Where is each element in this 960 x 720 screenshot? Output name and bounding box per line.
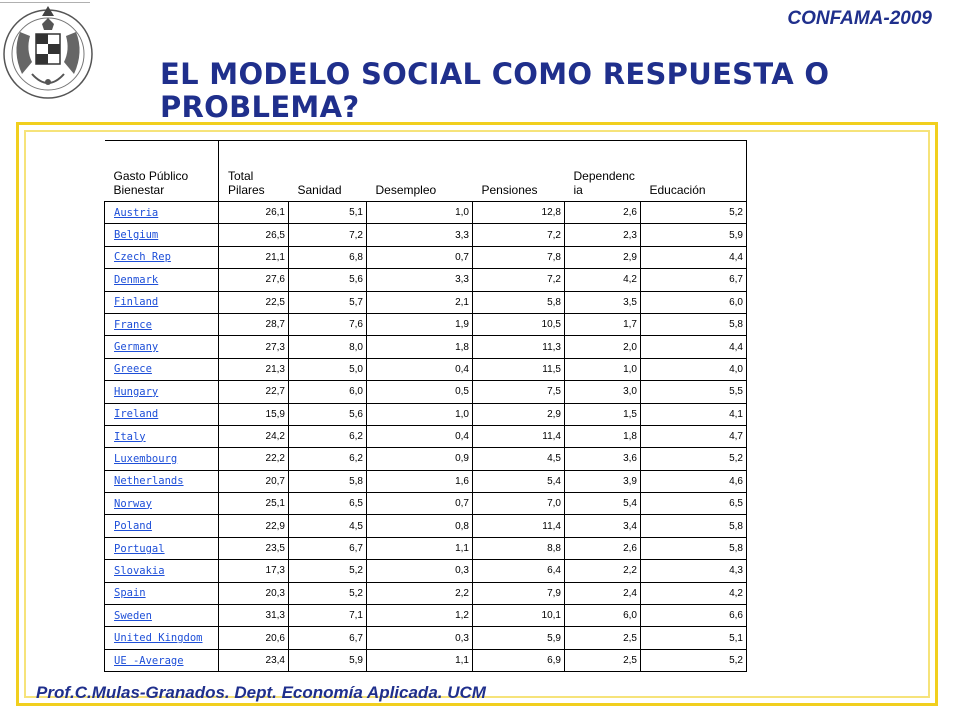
country-cell	[105, 537, 219, 559]
country-link[interactable]: Norway	[114, 497, 152, 510]
country-link[interactable]: Slovakia	[114, 564, 165, 577]
value-cell: 1,9	[367, 313, 473, 335]
value-cell: 6,8	[289, 246, 367, 268]
value-cell: 7,9	[473, 582, 565, 604]
value-cell: 2,5	[565, 649, 641, 671]
value-cell: 6,7	[289, 627, 367, 649]
value-cell: 5,8	[641, 515, 747, 537]
header-total-pilares: Total Pilares	[219, 141, 289, 202]
value-cell: 27,3	[219, 336, 289, 358]
value-cell: 5,6	[289, 403, 367, 425]
value-cell: 6,2	[289, 425, 367, 447]
value-cell: 1,8	[367, 336, 473, 358]
value-cell: 2,3	[565, 224, 641, 246]
country-link[interactable]: Spain	[114, 587, 146, 600]
country-link[interactable]: Greece	[114, 363, 152, 376]
table-row	[105, 224, 747, 246]
value-cell: 12,8	[473, 202, 565, 224]
value-cell: 8,0	[289, 336, 367, 358]
value-cell: 5,9	[289, 649, 367, 671]
value-cell: 1,2	[367, 605, 473, 627]
value-cell: 3,3	[367, 269, 473, 291]
value-cell: 2,5	[565, 627, 641, 649]
value-cell: 5,8	[641, 313, 747, 335]
country-link[interactable]: Portugal	[114, 542, 165, 555]
value-cell: 6,4	[473, 560, 565, 582]
value-cell: 5,2	[641, 448, 747, 470]
value-cell: 11,5	[473, 358, 565, 380]
table-row	[105, 470, 747, 492]
country-cell	[105, 381, 219, 403]
value-cell: 5,7	[289, 291, 367, 313]
table-row	[105, 515, 747, 537]
country-link[interactable]: Italy	[114, 430, 146, 443]
value-cell: 2,0	[565, 336, 641, 358]
table-row	[105, 560, 747, 582]
value-cell: 5,2	[289, 560, 367, 582]
value-cell: 25,1	[219, 493, 289, 515]
value-cell: 3,0	[565, 381, 641, 403]
country-cell	[105, 605, 219, 627]
table-row	[105, 291, 747, 313]
value-cell: 10,5	[473, 313, 565, 335]
value-cell: 6,7	[641, 269, 747, 291]
value-cell: 1,1	[367, 649, 473, 671]
country-cell	[105, 246, 219, 268]
country-link[interactable]: Ireland	[114, 408, 159, 421]
value-cell: 31,3	[219, 605, 289, 627]
value-cell: 22,5	[219, 291, 289, 313]
value-cell: 15,9	[219, 403, 289, 425]
value-cell: 5,8	[641, 537, 747, 559]
value-cell: 3,5	[565, 291, 641, 313]
country-link[interactable]: Netherlands	[114, 475, 184, 488]
table-row	[105, 493, 747, 515]
value-cell: 11,4	[473, 515, 565, 537]
value-cell: 6,0	[289, 381, 367, 403]
country-cell	[105, 403, 219, 425]
table-body	[105, 202, 747, 672]
value-cell: 5,0	[289, 358, 367, 380]
value-cell: 5,9	[473, 627, 565, 649]
value-cell: 20,7	[219, 470, 289, 492]
welfare-spending-table	[104, 140, 747, 672]
value-cell: 2,9	[473, 403, 565, 425]
value-cell: 5,5	[641, 381, 747, 403]
value-cell: 6,9	[473, 649, 565, 671]
value-cell: 6,0	[641, 291, 747, 313]
header-gasto: Gasto Público Bienestar	[105, 141, 219, 202]
value-cell: 4,4	[641, 336, 747, 358]
country-cell	[105, 649, 219, 671]
value-cell: 8,8	[473, 537, 565, 559]
value-cell: 20,6	[219, 627, 289, 649]
table-row	[105, 246, 747, 268]
value-cell: 10,1	[473, 605, 565, 627]
country-link[interactable]: Sweden	[114, 609, 152, 622]
value-cell: 22,2	[219, 448, 289, 470]
table-row	[105, 582, 747, 604]
table-row	[105, 425, 747, 447]
value-cell: 0,3	[367, 560, 473, 582]
country-link[interactable]: Finland	[114, 296, 159, 309]
value-cell: 7,1	[289, 605, 367, 627]
value-cell: 2,1	[367, 291, 473, 313]
country-link[interactable]: Poland	[114, 520, 152, 533]
value-cell: 6,2	[289, 448, 367, 470]
header-sanidad: Sanidad	[289, 141, 367, 202]
value-cell: 5,1	[289, 202, 367, 224]
country-link[interactable]: Belgium	[114, 229, 159, 242]
country-link[interactable]: Czech Rep	[114, 251, 171, 264]
country-cell	[105, 313, 219, 335]
table-header-row	[105, 141, 747, 202]
value-cell: 24,2	[219, 425, 289, 447]
country-link[interactable]: UE -Average	[114, 654, 184, 667]
value-cell: 1,0	[367, 202, 473, 224]
table-row	[105, 269, 747, 291]
value-cell: 4,0	[641, 358, 747, 380]
value-cell: 5,9	[641, 224, 747, 246]
country-cell	[105, 560, 219, 582]
table-row	[105, 313, 747, 335]
value-cell: 7,2	[289, 224, 367, 246]
value-cell: 6,0	[565, 605, 641, 627]
table-row	[105, 336, 747, 358]
country-link[interactable]: Luxembourg	[114, 452, 178, 465]
value-cell: 5,8	[473, 291, 565, 313]
value-cell: 5,2	[641, 649, 747, 671]
value-cell: 7,0	[473, 493, 565, 515]
country-link[interactable]: Hungary	[114, 385, 159, 398]
value-cell: 26,1	[219, 202, 289, 224]
value-cell: 7,8	[473, 246, 565, 268]
table-row	[105, 627, 747, 649]
value-cell: 0,7	[367, 246, 473, 268]
value-cell: 2,6	[565, 537, 641, 559]
value-cell: 3,4	[565, 515, 641, 537]
value-cell: 0,3	[367, 627, 473, 649]
value-cell: 22,9	[219, 515, 289, 537]
table-row	[105, 649, 747, 671]
header-pensiones: Pensiones	[473, 141, 565, 202]
value-cell: 1,0	[565, 358, 641, 380]
value-cell: 5,4	[565, 493, 641, 515]
value-cell: 0,4	[367, 425, 473, 447]
country-cell	[105, 582, 219, 604]
conference-label: CONFAMA-2009	[787, 8, 932, 29]
value-cell: 7,6	[289, 313, 367, 335]
table-row	[105, 448, 747, 470]
value-cell: 21,1	[219, 246, 289, 268]
value-cell: 5,2	[641, 202, 747, 224]
table-row	[105, 403, 747, 425]
value-cell: 0,7	[367, 493, 473, 515]
value-cell: 6,5	[641, 493, 747, 515]
value-cell: 5,2	[289, 582, 367, 604]
value-cell: 5,6	[289, 269, 367, 291]
value-cell: 11,3	[473, 336, 565, 358]
value-cell: 3,6	[565, 448, 641, 470]
table-row	[105, 358, 747, 380]
value-cell: 23,5	[219, 537, 289, 559]
value-cell: 1,6	[367, 470, 473, 492]
value-cell: 5,1	[641, 627, 747, 649]
country-link[interactable]: United Kingdom	[114, 632, 203, 645]
table-row	[105, 537, 747, 559]
country-link[interactable]: Denmark	[114, 273, 159, 286]
value-cell: 6,5	[289, 493, 367, 515]
value-cell: 5,4	[473, 470, 565, 492]
value-cell: 4,3	[641, 560, 747, 582]
value-cell: 28,7	[219, 313, 289, 335]
country-cell	[105, 269, 219, 291]
country-link[interactable]: Austria	[114, 206, 159, 219]
table-row	[105, 605, 747, 627]
value-cell: 27,6	[219, 269, 289, 291]
country-cell	[105, 358, 219, 380]
value-cell: 2,6	[565, 202, 641, 224]
value-cell: 4,5	[289, 515, 367, 537]
value-cell: 2,2	[367, 582, 473, 604]
value-cell: 4,5	[473, 448, 565, 470]
country-cell	[105, 493, 219, 515]
value-cell: 22,7	[219, 381, 289, 403]
value-cell: 4,6	[641, 470, 747, 492]
value-cell: 1,8	[565, 425, 641, 447]
value-cell: 7,5	[473, 381, 565, 403]
country-cell	[105, 627, 219, 649]
country-cell	[105, 470, 219, 492]
value-cell: 4,7	[641, 425, 747, 447]
header-dependencia: Dependenc ia	[565, 141, 641, 202]
value-cell: 4,2	[641, 582, 747, 604]
country-cell	[105, 336, 219, 358]
value-cell: 2,9	[565, 246, 641, 268]
country-link[interactable]: Germany	[114, 341, 159, 354]
value-cell: 6,7	[289, 537, 367, 559]
logo-area	[0, 0, 98, 108]
table-row	[105, 381, 747, 403]
country-cell	[105, 202, 219, 224]
value-cell: 2,4	[565, 582, 641, 604]
value-cell: 4,1	[641, 403, 747, 425]
value-cell: 23,4	[219, 649, 289, 671]
value-cell: 1,0	[367, 403, 473, 425]
value-cell: 0,9	[367, 448, 473, 470]
value-cell: 1,7	[565, 313, 641, 335]
header-desempleo: Desempleo	[367, 141, 473, 202]
country-cell	[105, 291, 219, 313]
country-cell	[105, 224, 219, 246]
table-row	[105, 202, 747, 224]
value-cell: 1,1	[367, 537, 473, 559]
value-cell: 1,5	[565, 403, 641, 425]
value-cell: 17,3	[219, 560, 289, 582]
value-cell: 4,4	[641, 246, 747, 268]
value-cell: 4,2	[565, 269, 641, 291]
country-cell	[105, 448, 219, 470]
value-cell: 20,3	[219, 582, 289, 604]
value-cell: 3,3	[367, 224, 473, 246]
value-cell: 7,2	[473, 269, 565, 291]
footer-credit: Prof.C.Mulas-Granados. Dept. Economía Aplicada. UCM	[36, 683, 486, 702]
value-cell: 5,8	[289, 470, 367, 492]
university-crest-icon	[2, 2, 94, 104]
value-cell: 7,2	[473, 224, 565, 246]
slide-title: EL MODELO SOCIAL COMO RESPUESTA O PROBLEMA?	[160, 57, 830, 124]
value-cell: 2,2	[565, 560, 641, 582]
value-cell: 0,4	[367, 358, 473, 380]
value-cell: 0,8	[367, 515, 473, 537]
value-cell: 11,4	[473, 425, 565, 447]
value-cell: 3,9	[565, 470, 641, 492]
country-cell	[105, 515, 219, 537]
country-cell	[105, 425, 219, 447]
value-cell: 6,6	[641, 605, 747, 627]
value-cell: 21,3	[219, 358, 289, 380]
header-educacion: Educación	[641, 141, 747, 202]
value-cell: 0,5	[367, 381, 473, 403]
country-link[interactable]: France	[114, 318, 152, 331]
value-cell: 26,5	[219, 224, 289, 246]
